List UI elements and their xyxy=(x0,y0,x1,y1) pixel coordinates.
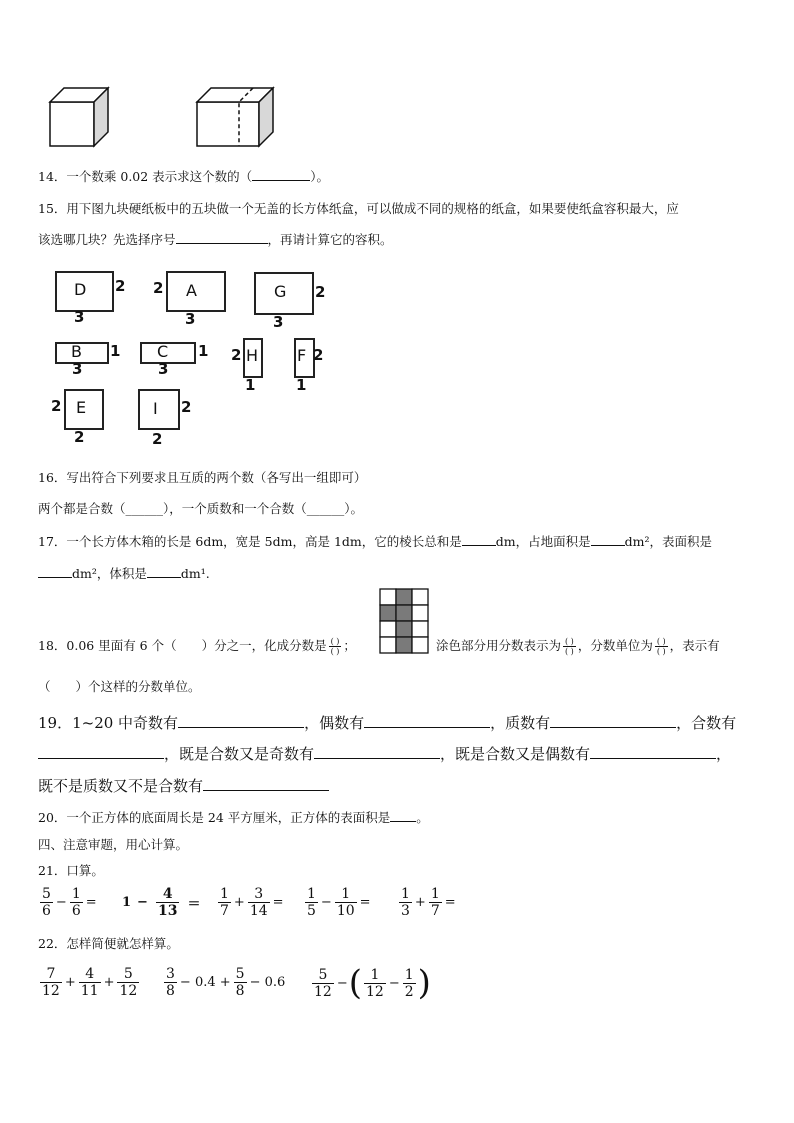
grid-cell xyxy=(380,637,396,653)
card-i-side: 2 xyxy=(181,398,192,416)
question-19-line1: 19．1~20 中奇数有 ，偶数有 ，质数有 ，合数有 xyxy=(38,714,737,732)
card-f-label: F xyxy=(297,346,307,365)
question-15-line2: 该选哪几块？先选择序号 ，再请计算它的容积。 xyxy=(38,232,393,247)
neither-blank[interactable] xyxy=(203,778,329,791)
volume-blank[interactable] xyxy=(147,565,181,578)
card-b-label: B xyxy=(71,342,82,361)
cube-figure xyxy=(50,88,108,146)
section-four-heading: 四、注意审题，用心计算。 xyxy=(38,837,189,852)
shaded-grid-figure xyxy=(378,587,430,655)
card-d-bottom: 3 xyxy=(74,308,85,326)
even-blank[interactable] xyxy=(364,715,490,728)
card-e-side: 2 xyxy=(51,397,62,415)
card-g-bottom: 3 xyxy=(273,313,284,331)
grid-cell xyxy=(380,621,396,637)
card-c-side: 1 xyxy=(198,342,209,360)
cube-and-cuboid-figures xyxy=(40,80,290,152)
grid-cell-shaded xyxy=(396,637,412,653)
question-18-line1-right: 涂色部分用分数表示为 $\frac{( )}{( )}$ ，分数单位为 $\frac{( )}{( )}$ ，表示有 xyxy=(436,637,720,656)
card-c-bottom: 3 xyxy=(158,360,169,378)
odd-composite-blank[interactable] xyxy=(314,746,440,759)
card-h-side: 2 xyxy=(231,346,242,364)
grid-cell-shaded xyxy=(380,605,396,621)
surface-area-blank[interactable] xyxy=(38,565,72,578)
grid-cell-shaded xyxy=(396,589,412,605)
mental-math-3: $\frac{1}{7}$ + $\frac{3}{14}$ = xyxy=(220,886,284,919)
even-composite-blank[interactable] xyxy=(590,746,716,759)
card-g-label: G xyxy=(274,282,287,301)
card-f-side: 2 xyxy=(313,346,324,364)
answer-blank[interactable] xyxy=(176,231,268,244)
cardboard-pieces-figure xyxy=(40,262,340,452)
grid-cell-shaded xyxy=(396,605,412,621)
grid-cell xyxy=(412,637,428,653)
grid-cell xyxy=(412,621,428,637)
fraction-blank[interactable]: $\frac{( )}{( )}$ xyxy=(656,637,666,656)
card-b-side: 1 xyxy=(110,342,121,360)
edge-total-blank[interactable] xyxy=(462,533,496,546)
question-22-title: 22．怎样简便就怎样算。 xyxy=(38,936,179,951)
card-e-bottom: 2 xyxy=(74,428,85,446)
card-a-bottom: 3 xyxy=(185,310,196,328)
card-a-side: 2 xyxy=(153,279,164,297)
question-20: 20．一个正方体的底面周长是 24 平方厘米，正方体的表面积是 。 xyxy=(38,810,429,825)
card-f-bottom: 1 xyxy=(296,376,307,394)
question-18-line1: 18．0.06 里面有 6 个（ ）分之一，化成分数是 $\frac{( )}{( )}$ ； xyxy=(38,637,356,656)
card-d-side: 2 xyxy=(115,277,126,295)
fraction-blank[interactable]: $\frac{( )}{( )}$ xyxy=(330,637,340,656)
simplify-expr-2: $\frac{3}{8}$ − 0.4 + $\frac{5}{8}$ − 0.6 xyxy=(166,966,286,999)
card-i xyxy=(138,389,180,430)
fraction-blank[interactable]: $\frac{( )}{( )}$ xyxy=(565,637,574,656)
answer-blank[interactable] xyxy=(390,809,416,822)
grid-cell xyxy=(380,589,396,605)
question-17-line2: dm²，体积是 dm¹. xyxy=(38,564,210,582)
question-19-line3: 既不是质数又不是合数有 xyxy=(38,775,329,796)
odd-blank[interactable] xyxy=(178,715,304,728)
question-19-line2: ，既是合数又是奇数有 ，既是合数又是偶数有 ， xyxy=(38,743,731,764)
question-18-line2: （ ）个这样的分数单位。 xyxy=(38,679,201,694)
floor-area-blank[interactable] xyxy=(591,533,625,546)
mental-math-1: $\frac{5}{6}$ − $\frac{1}{6}$ = xyxy=(42,886,97,919)
question-14: 14．一个数乘 0.02 表示求这个数的（ ）。 xyxy=(38,169,329,184)
card-a-label: A xyxy=(186,281,197,300)
card-g-side: 2 xyxy=(315,283,326,301)
question-16-line2: 两个都是合数（______），一个质数和一个合数（______）。 xyxy=(38,501,364,516)
mental-math-5: $\frac{1}{3}$ + $\frac{1}{7}$ = xyxy=(401,886,456,919)
card-b-bottom: 3 xyxy=(72,360,83,378)
question-17-line1: 17．一个长方体木箱的长是 6dm，宽是 5dm，高是 1dm，它的棱长总和是 dm，占地面积是 dm²，表面积是 xyxy=(38,534,712,549)
answer-blank[interactable] xyxy=(252,168,310,181)
simplify-expr-1: $\frac{7}{12}$ + $\frac{4}{11}$ + $\frac{5}{12}$ xyxy=(42,966,138,999)
grid-cell xyxy=(412,605,428,621)
question-15-line1: 15．用下图九块硬纸板中的五块做一个无盖的长方体纸盒，可以做成不同的规格的纸盒，如果要使纸盒容积最大，应 xyxy=(38,201,679,216)
prime-blank[interactable] xyxy=(550,715,676,728)
card-i-bottom: 2 xyxy=(152,430,163,448)
question-16-line1: 16．写出符合下列要求且互质的两个数（各写出一组即可） xyxy=(38,470,367,485)
grid-cell-shaded xyxy=(396,621,412,637)
cuboid-figure xyxy=(197,88,273,146)
card-h-label: H xyxy=(246,346,259,365)
mental-math-2: 1 − $\frac{4}{13}$ ＝ xyxy=(122,886,201,919)
card-h-bottom: 1 xyxy=(245,376,256,394)
question-21-title: 21．口算。 xyxy=(38,863,104,878)
card-d-label: D xyxy=(74,280,87,299)
mental-math-4: $\frac{1}{5}$ − $\frac{1}{10}$ = xyxy=(307,886,371,919)
simplify-expr-3: $\frac{5}{12}$ − ( $\frac{1}{12}$ − $\frac{1}{2}$ ) xyxy=(314,963,431,1003)
card-i-label: I xyxy=(153,399,158,418)
card-c-label: C xyxy=(157,342,169,361)
grid-cell xyxy=(412,589,428,605)
composite-blank[interactable] xyxy=(38,746,164,759)
card-e-label: E xyxy=(76,398,87,417)
